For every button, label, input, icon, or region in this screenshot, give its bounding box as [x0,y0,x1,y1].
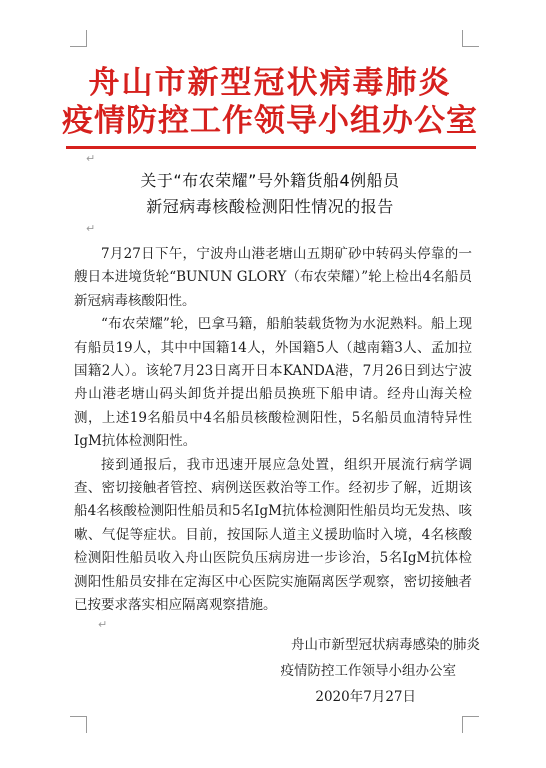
page-corner-mark [462,30,479,47]
page-corner-mark [70,30,87,47]
paragraph-mark-icon: ↵ [86,222,96,235]
title-line-2: 新冠病毒核酸检测阳性情况的报告 [146,197,394,216]
signature-org-line-1: 舟山市新型冠状病毒感染的肺炎 [291,637,480,653]
title-line-1: 关于“布农荣耀”号外籍货船4例船员 [140,171,400,190]
signature-org-line-2: 疫情防控工作领导小组办公室 [280,663,456,679]
header-line-1: 舟山市新型冠状病毒肺炎 [88,65,452,101]
body-paragraph-3: 接到通报后，我市迅速开展应急处置，组织开展流行病学调查、密切接触者管控、病例送医救治等工作。经初步了解，近期该船4名核酸检测阳性船员和5名IgM抗体检测阳性船员均无发热、咳嗽、气促等症状。目前，按国际人道主义援助临时入境，4名核酸检测阳性船员收入舟山医院负压病房进一步诊治，5名IgM抗体检测阳性船员安排在定海区中心医院实施隔离医学观察，密切接触者已按要求落实相应隔离观察措施。 [74,456,472,614]
paragraph-mark-icon: ↵ [86,152,96,165]
issuing-office-header [60,64,480,140]
paragraph-mark-icon: ↵ [98,618,108,631]
body-paragraph-2: “布农荣耀”轮，巴拿马籍，船舶装载货物为水泥熟料。船上现有船员19人，其中中国籍14人，外国籍5人（越南籍3人、孟加拉国籍2人）。该轮7月23日离开日本KANDA港，7月26日到达宁波舟山港老塘山码头卸货并提出船员换班下船申请。经舟山海关检测，上述19名船员中4名船员核酸检测阳性，5名船员血清特异性IgM抗体检测阳性。 [74,316,472,450]
signature-date: 2020年7月27日 [315,689,416,705]
page-corner-mark [70,716,87,733]
page-corner-mark [462,716,479,733]
body-paragraph-1: 7月27日下午，宁波舟山港老塘山五期矿砂中转码头停靠的一艘日本进境货轮“BUNUN GLORY（布农荣耀）”轮上检出4名船员新冠病毒核酸阳性。 [74,246,472,309]
report-body [74,243,472,618]
report-title [80,168,460,220]
header-line-2: 疫情防控工作领导小组办公室 [62,103,478,139]
header-red-rule [66,146,476,149]
